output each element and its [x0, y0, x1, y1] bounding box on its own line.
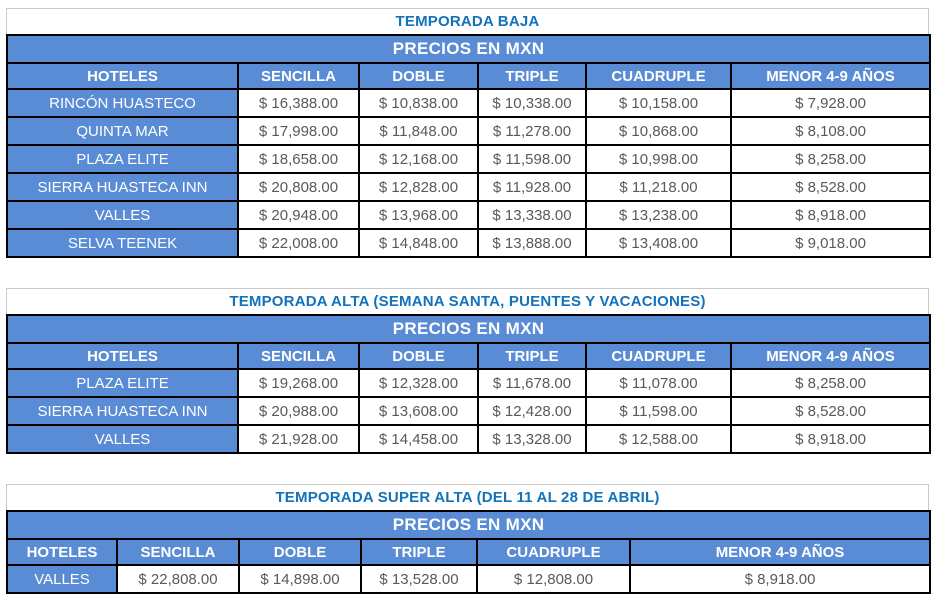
precios-banner: PRECIOS EN MXN	[7, 511, 930, 539]
temporada-baja-table	[6, 34, 931, 258]
table-row	[7, 229, 930, 257]
price-cell: $ 10,158.00	[586, 89, 731, 117]
hotel-name-cell: VALLES	[7, 565, 117, 593]
table-row	[7, 117, 930, 145]
price-cell: $ 13,608.00	[359, 397, 478, 425]
table-row	[7, 369, 930, 397]
price-cell: $ 16,388.00	[238, 89, 359, 117]
column-header-triple: TRIPLE	[478, 63, 586, 89]
price-cell: $ 8,528.00	[731, 173, 930, 201]
table-title-temporada-super-alta: TEMPORADA SUPER ALTA (DEL 11 AL 28 DE ABRIL)	[6, 484, 929, 510]
price-cell: $ 8,258.00	[731, 369, 930, 397]
column-header-sencilla: SENCILLA	[117, 539, 239, 565]
price-cell: $ 12,328.00	[359, 369, 478, 397]
hotel-name-cell: VALLES	[7, 425, 238, 453]
precios-banner: PRECIOS EN MXN	[7, 35, 930, 63]
precios-banner: PRECIOS EN MXN	[7, 315, 930, 343]
price-cell: $ 9,018.00	[731, 229, 930, 257]
temporada-super-alta-table	[6, 510, 931, 594]
column-header-doble: DOBLE	[239, 539, 361, 565]
column-header-menor: MENOR 4-9 AÑOS	[731, 63, 930, 89]
hotel-name-cell: SIERRA HUASTECA INN	[7, 397, 238, 425]
price-cell: $ 12,808.00	[477, 565, 630, 593]
table-row	[7, 201, 930, 229]
hotel-name-cell: PLAZA ELITE	[7, 145, 238, 173]
price-cell: $ 11,218.00	[586, 173, 731, 201]
price-cell: $ 13,528.00	[361, 565, 477, 593]
table-title-temporada-baja: TEMPORADA BAJA	[6, 8, 929, 34]
price-cell: $ 8,918.00	[731, 201, 930, 229]
hotel-name-cell: VALLES	[7, 201, 238, 229]
price-cell: $ 11,848.00	[359, 117, 478, 145]
column-header-cuadruple: CUADRUPLE	[586, 343, 731, 369]
header-row	[7, 63, 930, 89]
temporada-alta-table	[6, 314, 931, 454]
price-cell: $ 18,658.00	[238, 145, 359, 173]
price-cell: $ 12,428.00	[478, 397, 586, 425]
price-cell: $ 8,528.00	[731, 397, 930, 425]
price-cell: $ 12,168.00	[359, 145, 478, 173]
table-title-temporada-alta: TEMPORADA ALTA (SEMANA SANTA, PUENTES Y VACACIONES)	[6, 288, 929, 314]
price-cell: $ 20,808.00	[238, 173, 359, 201]
price-cell: $ 10,338.00	[478, 89, 586, 117]
column-header-sencilla: SENCILLA	[238, 343, 359, 369]
price-cell: $ 22,008.00	[238, 229, 359, 257]
price-cell: $ 8,918.00	[731, 425, 930, 453]
column-header-menor: MENOR 4-9 AÑOS	[630, 539, 930, 565]
hotel-name-cell: SELVA TEENEK	[7, 229, 238, 257]
price-cell: $ 11,078.00	[586, 369, 731, 397]
price-cell: $ 10,838.00	[359, 89, 478, 117]
column-header-doble: DOBLE	[359, 343, 478, 369]
price-cell: $ 13,328.00	[478, 425, 586, 453]
price-cell: $ 14,848.00	[359, 229, 478, 257]
table-row	[7, 565, 930, 593]
table-row	[7, 89, 930, 117]
table-row	[7, 425, 930, 453]
price-cell: $ 11,278.00	[478, 117, 586, 145]
price-cell: $ 7,928.00	[731, 89, 930, 117]
hotel-name-cell: QUINTA MAR	[7, 117, 238, 145]
column-header-hoteles: HOTELES	[7, 343, 238, 369]
price-cell: $ 12,828.00	[359, 173, 478, 201]
price-cell: $ 8,918.00	[630, 565, 930, 593]
table-row	[7, 397, 930, 425]
column-header-sencilla: SENCILLA	[238, 63, 359, 89]
price-cell: $ 13,968.00	[359, 201, 478, 229]
temporada-super-alta-section	[6, 484, 929, 594]
price-cell: $ 11,678.00	[478, 369, 586, 397]
hotel-name-cell: PLAZA ELITE	[7, 369, 238, 397]
price-cell: $ 14,458.00	[359, 425, 478, 453]
price-cell: $ 8,258.00	[731, 145, 930, 173]
price-cell: $ 19,268.00	[238, 369, 359, 397]
price-cell: $ 11,598.00	[478, 145, 586, 173]
price-cell: $ 11,598.00	[586, 397, 731, 425]
price-cell: $ 13,888.00	[478, 229, 586, 257]
column-header-menor: MENOR 4-9 AÑOS	[731, 343, 930, 369]
price-cell: $ 20,988.00	[238, 397, 359, 425]
temporada-baja-section	[6, 8, 929, 258]
column-header-triple: TRIPLE	[361, 539, 477, 565]
price-cell: $ 10,998.00	[586, 145, 731, 173]
table-row	[7, 173, 930, 201]
column-header-hoteles: HOTELES	[7, 63, 238, 89]
column-header-hoteles: HOTELES	[7, 539, 117, 565]
column-header-cuadruple: CUADRUPLE	[586, 63, 731, 89]
price-cell: $ 14,898.00	[239, 565, 361, 593]
price-cell: $ 22,808.00	[117, 565, 239, 593]
header-row	[7, 343, 930, 369]
column-header-doble: DOBLE	[359, 63, 478, 89]
header-row	[7, 539, 930, 565]
price-cell: $ 17,998.00	[238, 117, 359, 145]
hotel-name-cell: SIERRA HUASTECA INN	[7, 173, 238, 201]
column-header-triple: TRIPLE	[478, 343, 586, 369]
price-cell: $ 13,408.00	[586, 229, 731, 257]
hotel-name-cell: RINCÓN HUASTECO	[7, 89, 238, 117]
price-cell: $ 11,928.00	[478, 173, 586, 201]
price-cell: $ 13,338.00	[478, 201, 586, 229]
table-row	[7, 145, 930, 173]
column-header-cuadruple: CUADRUPLE	[477, 539, 630, 565]
price-cell: $ 8,108.00	[731, 117, 930, 145]
temporada-alta-section	[6, 288, 929, 454]
price-cell: $ 12,588.00	[586, 425, 731, 453]
price-cell: $ 20,948.00	[238, 201, 359, 229]
price-cell: $ 13,238.00	[586, 201, 731, 229]
price-cell: $ 10,868.00	[586, 117, 731, 145]
price-cell: $ 21,928.00	[238, 425, 359, 453]
